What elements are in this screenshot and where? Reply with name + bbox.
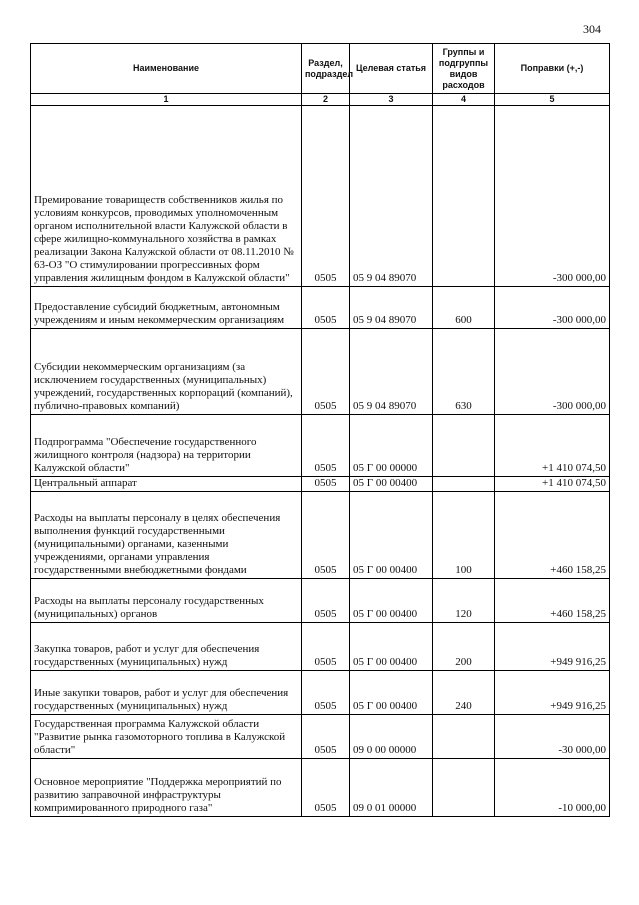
table-row xyxy=(31,329,610,415)
row-name: Основное мероприятие "Поддержка мероприятий по развитию заправочной инфраструктуры компримированного природного газа" xyxy=(31,759,302,817)
row-section: 0505 xyxy=(302,623,350,671)
row-name: Расходы на выплаты персоналу государственных (муниципальных) органов xyxy=(31,579,302,623)
table-row xyxy=(31,287,610,329)
row-section: 0505 xyxy=(302,671,350,715)
table-row xyxy=(31,715,610,759)
header-groups: Группы и подгруппы видов расходов xyxy=(433,44,495,94)
row-amount: +1 410 074,50 xyxy=(495,415,610,477)
row-amount: -300 000,00 xyxy=(495,106,610,287)
row-article: 05 Г 00 00400 xyxy=(350,579,433,623)
column-number: 3 xyxy=(350,94,433,106)
row-article: 09 0 01 00000 xyxy=(350,759,433,817)
table-row xyxy=(31,671,610,715)
row-article: 05 9 04 89070 xyxy=(350,106,433,287)
row-group xyxy=(433,759,495,817)
row-name: Государственная программа Калужской области "Развитие рынка газомоторного топлива в Калужской области" xyxy=(31,715,302,759)
row-name: Центральный аппарат xyxy=(31,477,302,492)
row-group xyxy=(433,715,495,759)
row-group xyxy=(433,106,495,287)
table-row xyxy=(31,579,610,623)
row-article: 05 Г 00 00400 xyxy=(350,477,433,492)
row-section: 0505 xyxy=(302,415,350,477)
row-section: 0505 xyxy=(302,492,350,579)
column-number: 2 xyxy=(302,94,350,106)
row-amount: -300 000,00 xyxy=(495,329,610,415)
row-amount: -10 000,00 xyxy=(495,759,610,817)
row-article: 05 Г 00 00000 xyxy=(350,415,433,477)
row-name: Премирование товариществ собственников жилья по условиям конкурсов, проводимых уполномоченным органом исполнительной власти Калужской области в сфере жилищно-коммунального хозяйства в рамках реализации Закона Калужской области от 08.11.2010 № 63-ОЗ "О стимулировании прогрессивных форм управления жилищным фондом в Калужской области" xyxy=(31,106,302,287)
column-number: 5 xyxy=(495,94,610,106)
row-group: 240 xyxy=(433,671,495,715)
table-header-row xyxy=(31,44,610,94)
row-group: 100 xyxy=(433,492,495,579)
row-group: 600 xyxy=(433,287,495,329)
row-name: Расходы на выплаты персоналу в целях обеспечения выполнения функций государственными (муниципальными) органами, казенными учреждениями, органами управления государственными внебюджетными фондами xyxy=(31,492,302,579)
row-name: Подпрограмма "Обеспечение государственного жилищного контроля (надзора) на территории Калужской области" xyxy=(31,415,302,477)
table-row xyxy=(31,623,610,671)
row-article: 05 Г 00 00400 xyxy=(350,671,433,715)
row-amount: -30 000,00 xyxy=(495,715,610,759)
row-group xyxy=(433,415,495,477)
header-amendments: Поправки (+,-) xyxy=(495,44,610,94)
table-row xyxy=(31,492,610,579)
row-article: 05 Г 00 00400 xyxy=(350,623,433,671)
row-article: 05 9 04 89070 xyxy=(350,329,433,415)
row-group: 630 xyxy=(433,329,495,415)
row-group xyxy=(433,477,495,492)
row-amount: +949 916,25 xyxy=(495,671,610,715)
row-section: 0505 xyxy=(302,579,350,623)
header-section: Раздел, подраздел xyxy=(302,44,350,94)
row-name: Иные закупки товаров, работ и услуг для обеспечения государственных (муниципальных) нужд xyxy=(31,671,302,715)
row-name: Субсидии некоммерческим организациям (за исключением государственных (муниципальных) учреждений, государственных корпораций (компаний), публично-правовых компаний) xyxy=(31,329,302,415)
row-article: 05 Г 00 00400 xyxy=(350,492,433,579)
table-row xyxy=(31,759,610,817)
row-amount: +460 158,25 xyxy=(495,492,610,579)
row-article: 09 0 00 00000 xyxy=(350,715,433,759)
row-article: 05 9 04 89070 xyxy=(350,287,433,329)
column-number: 4 xyxy=(433,94,495,106)
row-amount: +949 916,25 xyxy=(495,623,610,671)
row-group: 200 xyxy=(433,623,495,671)
budget-table xyxy=(30,43,610,817)
column-number: 1 xyxy=(31,94,302,106)
header-article: Целевая статья xyxy=(350,44,433,94)
row-name: Предоставление субсидий бюджетным, автономным учреждениям и иным некоммерческим организациям xyxy=(31,287,302,329)
row-section: 0505 xyxy=(302,287,350,329)
row-name: Закупка товаров, работ и услуг для обеспечения государственных (муниципальных) нужд xyxy=(31,623,302,671)
page-number: 304 xyxy=(583,22,601,36)
header-name: Наименование xyxy=(31,44,302,94)
row-group: 120 xyxy=(433,579,495,623)
row-section: 0505 xyxy=(302,329,350,415)
row-section: 0505 xyxy=(302,477,350,492)
row-amount: +460 158,25 xyxy=(495,579,610,623)
row-amount: -300 000,00 xyxy=(495,287,610,329)
row-section: 0505 xyxy=(302,759,350,817)
column-number-row xyxy=(31,94,610,106)
table-row xyxy=(31,106,610,287)
table-row xyxy=(31,415,610,477)
table-row xyxy=(31,477,610,492)
row-amount: +1 410 074,50 xyxy=(495,477,610,492)
row-section: 0505 xyxy=(302,715,350,759)
row-section: 0505 xyxy=(302,106,350,287)
